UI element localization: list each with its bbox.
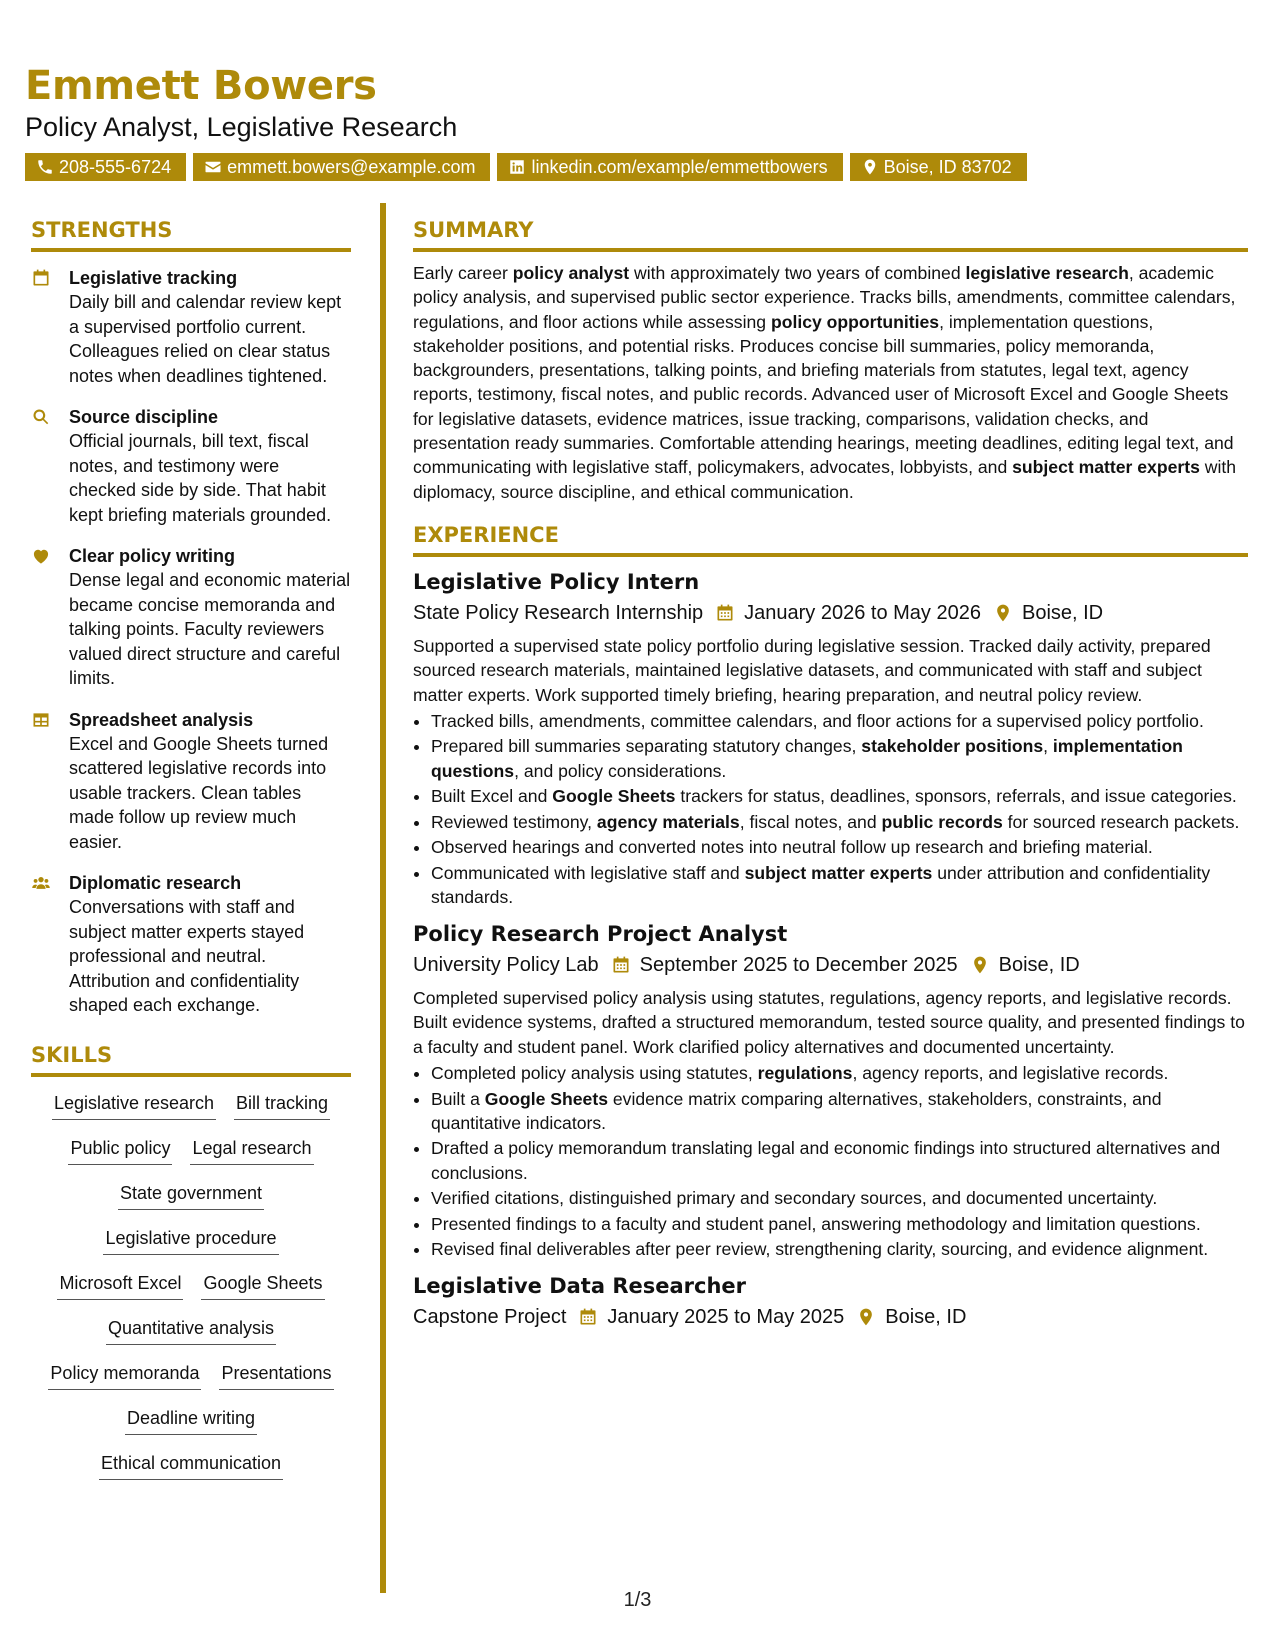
summary-heading: SUMMARY [413, 215, 1248, 252]
text-run: Communicated with legislative staff and [431, 862, 745, 883]
users-icon [31, 873, 51, 893]
bold-text: implementation questions [431, 736, 1183, 781]
text-run: Completed policy analysis using statutes, [431, 1063, 758, 1084]
skill-tag: State government [118, 1181, 264, 1210]
job-bullet [431, 1186, 1248, 1210]
job-meta [413, 598, 1248, 628]
job-bullet [431, 1061, 1248, 1085]
skill-row [57, 1271, 324, 1316]
page-number: 1/3 [623, 1589, 652, 1611]
candidate-name: Emmett Bowers [25, 63, 377, 109]
calendar-outline-icon [578, 1307, 598, 1327]
skill-tag: Legislative procedure [103, 1226, 278, 1255]
skill-row [103, 1226, 278, 1271]
job-dates: January 2025 to May 2025 [607, 1306, 845, 1329]
bold-text: policy opportunities [770, 311, 940, 332]
calendar-icon [31, 268, 51, 288]
contact-text: Boise, ID 83702 [883, 157, 1012, 177]
skill-row [99, 1451, 283, 1496]
skill-tag: Presentations [219, 1361, 333, 1390]
job-bullet [431, 1087, 1248, 1136]
job-dates: September 2025 to December 2025 [639, 954, 958, 977]
text-run: Early career [413, 263, 513, 283]
skill-tag: Google Sheets [201, 1271, 324, 1300]
contact-chip[interactable] [850, 153, 1027, 181]
envelope-icon [204, 158, 222, 176]
strength-title: Clear policy writing [69, 546, 236, 566]
strengths-heading: STRENGTHS [31, 215, 351, 252]
map-pin-icon [856, 1307, 876, 1327]
strength-desc: Daily bill and calendar review kept a supervised portfolio current. Colleagues relied on clear status notes when deadlines tightened. [69, 292, 342, 386]
strength-item [31, 405, 351, 527]
job-bullet [431, 810, 1248, 834]
contact-chip[interactable] [497, 153, 842, 181]
column-divider [380, 203, 386, 1593]
bold-text: stakeholder positions [861, 736, 1044, 757]
map-pin-icon [861, 158, 879, 176]
left-column [31, 215, 351, 1496]
heart-icon [31, 546, 51, 566]
text-run: Prepared bill summaries separating statutory changes, [431, 736, 862, 757]
text-run: for sourced research packets. [1002, 811, 1240, 832]
bold-text: subject matter experts [1012, 457, 1200, 478]
strengths-list [31, 266, 351, 1018]
job-bullet [431, 784, 1248, 808]
experience-list [413, 567, 1248, 1332]
text-run: trackers for status, deadlines, sponsors, referrals, and issue categories. [675, 786, 1237, 807]
bold-text: legislative research [965, 263, 1129, 283]
text-run: , implementation questions, stakeholder positions, and potential risks. Produces concise bill summaries, policy memoranda, backgrounders, presentations, talking points, and briefing materials from statutes, legal text, agency reports, testimony, fiscal notes, and public records. Advanced user of Microsoft Excel and Google Sheets for legislative datasets, evidence matrices, issue tracking, comparisons, validation checks, and presentation ready summaries. Comfortable attending hearings, meeting deadlines, editing legal text, and communicating with legislative staff, policymakers, advocates, lobbyists, and [413, 311, 1234, 478]
text-run: Drafted a policy memorandum translating legal and economic findings into structured alternatives and conclusions. [431, 1138, 1221, 1183]
strength-desc: Conversations with staff and subject matter experts stayed professional and neutral. Attribution and confidentiality shaped each exchange. [69, 897, 305, 1015]
skills-heading: SKILLS [31, 1040, 351, 1077]
job-description: Supported a supervised state policy portfolio during legislative session. Tracked daily activity, prepared sourced research materials, maintained legislative datasets, and communicated with staff and subject matter experts. Work supported timely briefing, hearing preparation, and neutral policy review. [413, 635, 1211, 705]
contact-chip[interactable] [193, 153, 490, 181]
strength-icon-wrap [31, 708, 69, 855]
experience-heading: EXPERIENCE [413, 520, 1248, 557]
text-run: Built Excel and [431, 786, 553, 807]
text-run: Revised final deliverables after peer review, strengthening clarity, sourcing, and evidence alignment. [431, 1239, 1209, 1260]
text-run: evidence matrix comparing alternatives, stakeholders, constraints, and quantitative indicators. [431, 1088, 1162, 1133]
strength-title: Source discipline [69, 407, 219, 427]
strength-desc: Official journals, bill text, fiscal notes, and testimony were checked side by side. That habit kept briefing materials grounded. [69, 431, 332, 525]
skill-row [68, 1136, 313, 1181]
map-pin-icon [970, 955, 990, 975]
job-org: State Policy Research Internship [413, 601, 704, 624]
skill-row [48, 1361, 333, 1406]
job-meta [413, 950, 1248, 980]
calendar-outline-icon [715, 603, 735, 623]
strength-title: Legislative tracking [69, 268, 238, 288]
skill-tag: Bill tracking [234, 1091, 330, 1120]
text-run: , and policy considerations. [514, 760, 727, 781]
skill-row [125, 1406, 257, 1451]
phone-icon [36, 158, 54, 176]
skill-tag: Legislative research [52, 1091, 216, 1120]
job-meta [413, 1302, 1248, 1332]
job-entry [413, 919, 1248, 1261]
text-run: Presented findings to a faculty and student panel, answering methodology and limitation questions. [431, 1213, 1201, 1234]
strength-icon-wrap [31, 871, 69, 1018]
job-bullet [431, 734, 1248, 783]
candidate-headline: Policy Analyst, Legislative Research [25, 112, 458, 142]
bold-text: Google Sheets [552, 786, 676, 807]
strength-icon-wrap [31, 266, 69, 388]
strength-icon-wrap [31, 544, 69, 691]
calendar-outline-icon [611, 955, 631, 975]
job-bullet [431, 1237, 1248, 1261]
text-run: , fiscal notes, and [739, 811, 882, 832]
strength-title: Diplomatic research [69, 873, 242, 893]
job-dates: January 2026 to May 2026 [744, 601, 981, 624]
job-bullet [431, 709, 1248, 733]
strength-item [31, 708, 351, 855]
job-bullet [431, 835, 1248, 859]
strength-desc: Excel and Google Sheets turned scattered legislative records into usable trackers. Clean tables made follow up review much easier. [69, 733, 329, 852]
strength-icon-wrap [31, 405, 69, 527]
job-location: Boise, ID [998, 954, 1080, 977]
text-run: , [1043, 736, 1053, 757]
text-run: , agency reports, and legislative records. [852, 1063, 1169, 1084]
contact-text: emmett.bowers@example.com [227, 157, 476, 177]
text-run: Tracked bills, amendments, committee calendars, and floor actions for a supervised policy portfolio. [431, 710, 1204, 731]
job-description: Completed supervised policy analysis using statutes, regulations, agency reports, and legislative records. Built evidence systems, drafted a structured memorandum, tested source quality, and presented findings to a faculty and student panel. Work clarified policy alternatives and documented uncertainty. [413, 988, 1245, 1057]
job-org: Capstone Project [413, 1306, 567, 1329]
text-run: under attribution and confidentiality standards. [431, 862, 1211, 907]
strength-desc: Dense legal and economic material became concise memoranda and talking points. Faculty reviewers valued direct structure and careful limits. [69, 570, 351, 688]
text-run: Built a [431, 1088, 485, 1109]
skill-row [52, 1091, 330, 1136]
text-run: with approximately two years of combined [629, 263, 966, 283]
job-entry [413, 567, 1248, 909]
text-run: Reviewed testimony, [431, 811, 597, 832]
job-title: Policy Research Project Analyst [413, 922, 788, 947]
right-column [413, 215, 1248, 1332]
bold-text: public records [881, 811, 1003, 832]
skills-list [31, 1091, 351, 1496]
job-bullet [431, 861, 1248, 910]
strength-item [31, 871, 351, 1018]
text-run: Observed hearings and converted notes into neutral follow up research and briefing material. [431, 837, 1153, 858]
strength-item [31, 266, 351, 388]
skill-tag: Public policy [68, 1136, 172, 1165]
bold-text: regulations [757, 1063, 853, 1084]
text-run: with diplomacy, source discipline, and ethical communication. [413, 457, 1237, 502]
strength-item [31, 544, 351, 691]
skill-tag: Legal research [190, 1136, 313, 1165]
resume-header [25, 62, 1255, 181]
job-bullet [431, 1212, 1248, 1236]
table-icon [31, 710, 51, 730]
text-run: , academic policy analysis, and supervised public sector experience. Tracks bills, amendments, committee calendars, regulations, and floor actions while assessing [413, 263, 1236, 332]
skill-row [118, 1181, 264, 1226]
skill-row [106, 1316, 276, 1361]
job-location: Boise, ID [885, 1306, 967, 1329]
skill-tag: Policy memoranda [48, 1361, 201, 1390]
bold-text: agency materials [596, 811, 740, 832]
skill-tag: Microsoft Excel [57, 1271, 183, 1300]
job-title: Legislative Data Researcher [413, 1274, 747, 1299]
job-bullets [413, 1061, 1248, 1261]
contact-text: linkedin.com/example/emmettbowers [531, 157, 828, 177]
map-pin-icon [993, 603, 1013, 623]
job-org: University Policy Lab [413, 954, 599, 977]
job-title: Legislative Policy Intern [413, 569, 700, 594]
skill-tag: Ethical communication [99, 1451, 283, 1480]
bold-text: Google Sheets [484, 1088, 608, 1109]
contact-chip[interactable] [25, 153, 186, 181]
contact-bar [25, 153, 1255, 181]
text-run: Verified citations, distinguished primary and secondary sources, and documented uncertainty. [431, 1188, 1158, 1209]
bold-text: subject matter experts [744, 862, 933, 883]
job-bullets [413, 709, 1248, 909]
job-entry [413, 1271, 1248, 1332]
search-icon [31, 407, 51, 427]
skill-tag: Deadline writing [125, 1406, 257, 1435]
linkedin-icon [508, 158, 526, 176]
bold-text: policy analyst [512, 263, 630, 283]
job-bullet [431, 1136, 1248, 1185]
job-location: Boise, ID [1021, 601, 1104, 624]
summary-text [413, 261, 1248, 504]
skill-tag: Quantitative analysis [106, 1316, 276, 1345]
contact-text: 208-555-6724 [59, 157, 172, 177]
strength-title: Spreadsheet analysis [69, 709, 254, 730]
